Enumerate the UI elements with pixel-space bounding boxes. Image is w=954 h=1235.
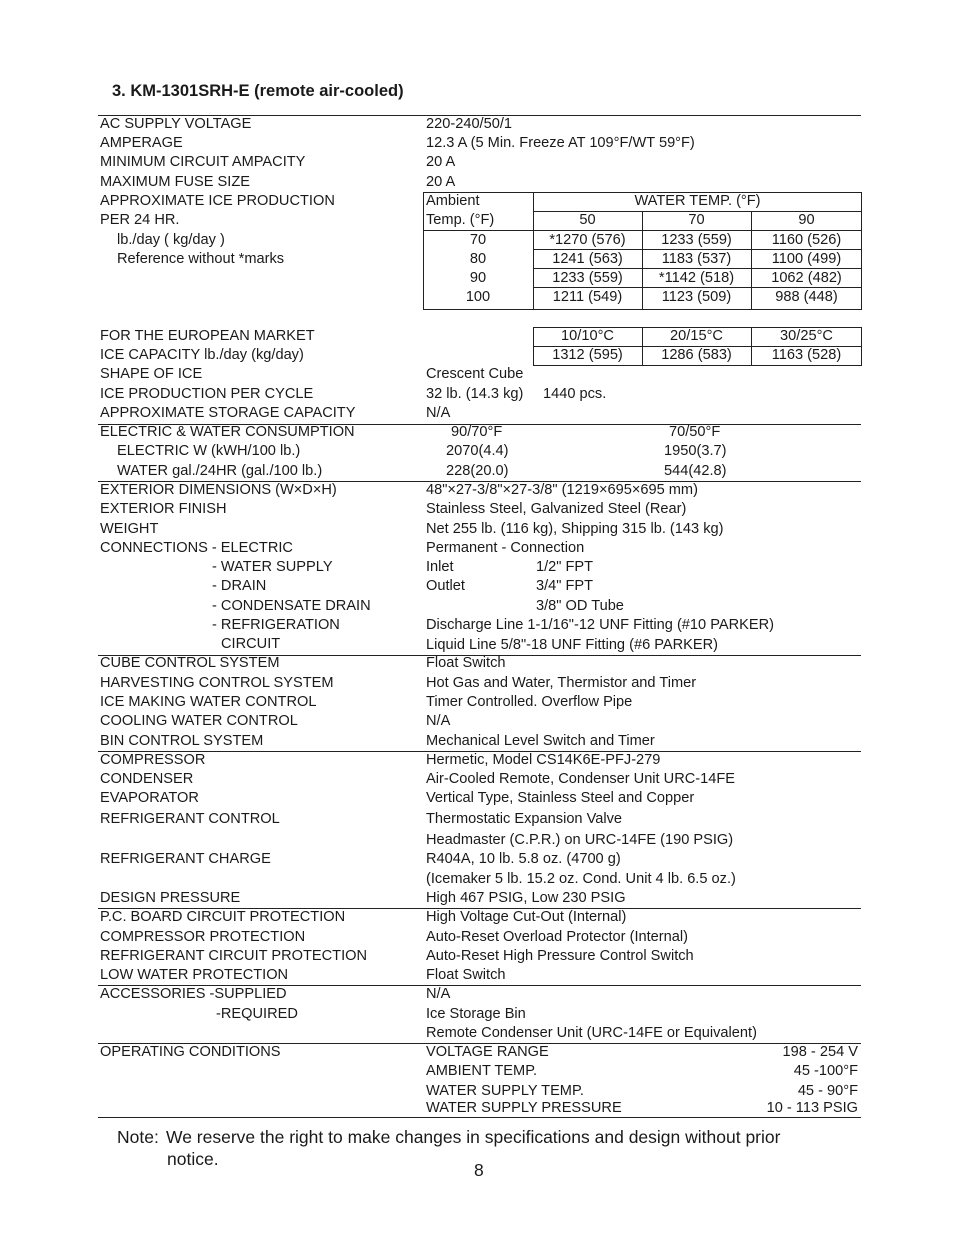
voltage-range-value: 198 - 254 V [782, 1044, 858, 1060]
refrigerant-control-value: Thermostatic Expansion Valve [426, 811, 623, 827]
min-circuit-value: 20 A [426, 154, 456, 170]
discharge-line-value: Discharge Line 1-1/16"-12 UNF Fitting (#10 PARKER) [426, 617, 775, 633]
electric-value1: 2070(4.4) [446, 443, 509, 459]
consumption-col1: 90/70°F [451, 424, 503, 440]
table-cell: 1123 (509) [661, 289, 732, 305]
note-line1: We reserve the right to make changes in specifications and design without prior [166, 1127, 781, 1147]
water-supply-inlet: Inlet [426, 559, 454, 575]
compressor-protection-value: Auto-Reset Overload Protector (Internal) [426, 929, 688, 945]
drain-size: 3/4" FPT [536, 578, 594, 594]
ice-capacity-label: ICE CAPACITY lb./day (kg/day) [100, 347, 304, 363]
european-value: 1312 (595) [552, 347, 623, 363]
table-cell: 1211 (549) [552, 289, 623, 305]
table-line [423, 230, 862, 231]
headmaster-value: Headmaster (C.P.R.) on URC-14FE (190 PSIG) [426, 832, 734, 848]
table-cell: 1062 (482) [771, 270, 842, 286]
european-col: 10/10°C [561, 328, 614, 344]
accessories-supplied-value: N/A [426, 986, 451, 1002]
water-supply-temp-value: 45 - 90°F [797, 1083, 858, 1099]
water-supply-label: - WATER SUPPLY [212, 559, 333, 575]
design-pressure-label: DESIGN PRESSURE [100, 890, 241, 906]
water-col: 90 [798, 212, 815, 228]
ambient-temp-value: 45 -100°F [793, 1063, 858, 1079]
ice-making-value: Timer Controlled. Overflow Pipe [426, 694, 633, 710]
min-circuit-label: MINIMUM CIRCUIT AMPACITY [100, 154, 306, 170]
table-cell: 1233 (559) [552, 270, 623, 286]
ambient-row: 100 [465, 289, 491, 305]
european-col: 30/25°C [780, 328, 833, 344]
per-24hr-label: PER 24 HR. [100, 212, 180, 228]
drain-label: - DRAIN [212, 578, 267, 594]
weight-label: WEIGHT [100, 521, 159, 537]
liquid-line-value: Liquid Line 5/8"-18 UNF Fitting (#6 PARKER) [426, 637, 719, 653]
finish-value: Stainless Steel, Galvanized Steel (Rear) [426, 501, 687, 517]
electric-value2: 1950(3.7) [664, 443, 727, 459]
weight-value: Net 255 lb. (116 kg), Shipping 315 lb. (143 kg) [426, 521, 724, 537]
max-fuse-label: MAXIMUM FUSE SIZE [100, 174, 250, 190]
pc-board-label: P.C. BOARD CIRCUIT PROTECTION [100, 909, 346, 925]
ac-supply-label: AC SUPPLY VOLTAGE [100, 116, 252, 132]
evaporator-label: EVAPORATOR [100, 790, 199, 806]
table-cell: 1241 (563) [552, 251, 623, 267]
accessories-supplied-label: ACCESSORIES -SUPPLIED [100, 986, 287, 1002]
condenser-value: Air-Cooled Remote, Condenser Unit URC-14FE [426, 771, 736, 787]
ambient-row: 70 [469, 232, 487, 248]
cube-control-label: CUBE CONTROL SYSTEM [100, 655, 280, 671]
ambient-temp-label: AMBIENT TEMP. [426, 1063, 538, 1079]
note-line2: notice. [167, 1149, 219, 1169]
water-label: WATER gal./24HR (gal./100 lb.) [117, 463, 323, 479]
table-cell: 1160 (526) [771, 232, 842, 248]
refrigerant-protection-label: REFRIGERANT CIRCUIT PROTECTION [100, 948, 368, 964]
water-col: 50 [579, 212, 596, 228]
compressor-label: COMPRESSOR [100, 752, 206, 768]
harvest-control-label: HARVESTING CONTROL SYSTEM [100, 675, 334, 691]
reference-label: Reference without *marks [117, 251, 285, 267]
charge-breakdown-value: (Icemaker 5 lb. 15.2 oz. Cond. Unit 4 lb. 6.5 oz.) [426, 871, 736, 887]
refrigeration-label: - REFRIGERATION [212, 617, 340, 633]
amperage-value: 12.3 A (5 Min. Freeze AT 109°F/WT 59°F) [426, 135, 695, 151]
amperage-label: AMPERAGE [100, 135, 183, 151]
water-supply-temp-label: WATER SUPPLY TEMP. [426, 1083, 584, 1099]
storage-value: N/A [426, 405, 451, 421]
low-water-value: Float Switch [426, 967, 506, 983]
cube-control-value: Float Switch [426, 655, 506, 671]
cooling-water-label: COOLING WATER CONTROL [100, 713, 298, 729]
note-prefix: Note: [117, 1127, 159, 1147]
consumption-label: ELECTRIC & WATER CONSUMPTION [100, 424, 355, 440]
ac-supply-value: 220-240/50/1 [426, 116, 513, 132]
harvest-control-value: Hot Gas and Water, Thermistor and Timer [426, 675, 697, 691]
unit-label: lb./day ( kg/day ) [117, 232, 225, 248]
european-value: 1163 (528) [771, 347, 842, 363]
water-value2: 544(42.8) [664, 463, 727, 479]
water-value1: 228(20.0) [446, 463, 509, 479]
voltage-range-label: VOLTAGE RANGE [426, 1044, 549, 1060]
water-temp-header: WATER TEMP. (°F) [634, 193, 761, 209]
connections-electric-value: Permanent - Connection [426, 540, 585, 556]
compressor-value: Hermetic, Model CS14K6E-PFJ-279 [426, 752, 661, 768]
table-cell: 1183 (537) [661, 251, 732, 267]
shape-label: SHAPE OF ICE [100, 366, 203, 382]
max-fuse-value: 20 A [426, 174, 456, 190]
design-pressure-value: High 467 PSIG, Low 230 PSIG [426, 890, 626, 906]
refrigerant-control-label: REFRIGERANT CONTROL [100, 811, 280, 827]
table-cell: 1100 (499) [771, 251, 842, 267]
ambient-header: Ambient [426, 193, 480, 209]
table-line [533, 249, 862, 250]
water-col: 70 [688, 212, 705, 228]
remote-condenser-value: Remote Condenser Unit (URC-14FE or Equivalent) [426, 1025, 757, 1041]
cooling-water-value: N/A [426, 713, 451, 729]
page-number: 8 [474, 1160, 484, 1180]
per-cycle-weight: 32 lb. (14.3 kg) [426, 386, 524, 402]
refrigerant-charge-value: R404A, 10 lb. 5.8 oz. (4700 g) [426, 851, 621, 867]
condenser-label: CONDENSER [100, 771, 194, 787]
bin-control-value: Mechanical Level Switch and Timer [426, 733, 655, 749]
accessories-required-label: -REQUIRED [216, 1006, 298, 1022]
per-cycle-pieces: 1440 pcs. [543, 386, 607, 402]
evaporator-value: Vertical Type, Stainless Steel and Copper [426, 790, 695, 806]
refrigerant-charge-label: REFRIGERANT CHARGE [100, 851, 271, 867]
compressor-protection-label: COMPRESSOR PROTECTION [100, 929, 306, 945]
condensate-size: 3/8" OD Tube [536, 598, 624, 614]
ice-production-label: APPROXIMATE ICE PRODUCTION [100, 193, 335, 209]
water-supply-size: 1/2" FPT [536, 559, 594, 575]
condensate-label: - CONDENSATE DRAIN [212, 598, 371, 614]
ambient-row: 80 [469, 251, 487, 267]
european-value: 1286 (583) [661, 347, 732, 363]
consumption-col2: 70/50°F [669, 424, 721, 440]
divider [98, 1117, 861, 1118]
circuit-label: CIRCUIT [221, 636, 281, 652]
electric-label: ELECTRIC W (kWH/100 lb.) [117, 443, 301, 459]
per-cycle-label: ICE PRODUCTION PER CYCLE [100, 386, 314, 402]
european-label: FOR THE EUROPEAN MARKET [100, 328, 315, 344]
table-cell: 1233 (559) [661, 232, 732, 248]
bin-control-label: BIN CONTROL SYSTEM [100, 733, 264, 749]
water-supply-pressure-value: 10 - 113 PSIG [766, 1100, 858, 1116]
drain-outlet: Outlet [426, 578, 465, 594]
dimensions-label: EXTERIOR DIMENSIONS (W×D×H) [100, 482, 337, 498]
shape-value: Crescent Cube [426, 366, 524, 382]
storage-label: APPROXIMATE STORAGE CAPACITY [100, 405, 356, 421]
ambient-temp-header: Temp. (°F) [426, 212, 495, 228]
ice-making-label: ICE MAKING WATER CONTROL [100, 694, 317, 710]
low-water-label: LOW WATER PROTECTION [100, 967, 289, 983]
ice-storage-bin-value: Ice Storage Bin [426, 1006, 526, 1022]
table-cell: 988 (448) [775, 289, 838, 305]
european-col: 20/15°C [670, 328, 723, 344]
table-line [533, 268, 862, 269]
dimensions-value: 48"×27-3/8"×27-3/8" (1219×695×695 mm) [426, 482, 698, 498]
operating-label: OPERATING CONDITIONS [100, 1044, 281, 1060]
table-cell: *1270 (576) [549, 232, 626, 248]
pc-board-value: High Voltage Cut-Out (Internal) [426, 909, 627, 925]
connections-electric-label: CONNECTIONS - ELECTRIC [100, 540, 293, 556]
table-cell: *1142 (518) [658, 270, 735, 286]
page-title: 3. KM-1301SRH-E (remote air-cooled) [112, 82, 404, 100]
refrigerant-protection-value: Auto-Reset High Pressure Control Switch [426, 948, 694, 964]
table-line [533, 287, 862, 288]
finish-label: EXTERIOR FINISH [100, 501, 227, 517]
ambient-row: 90 [469, 270, 487, 286]
water-supply-pressure-label: WATER SUPPLY PRESSURE [426, 1100, 622, 1116]
